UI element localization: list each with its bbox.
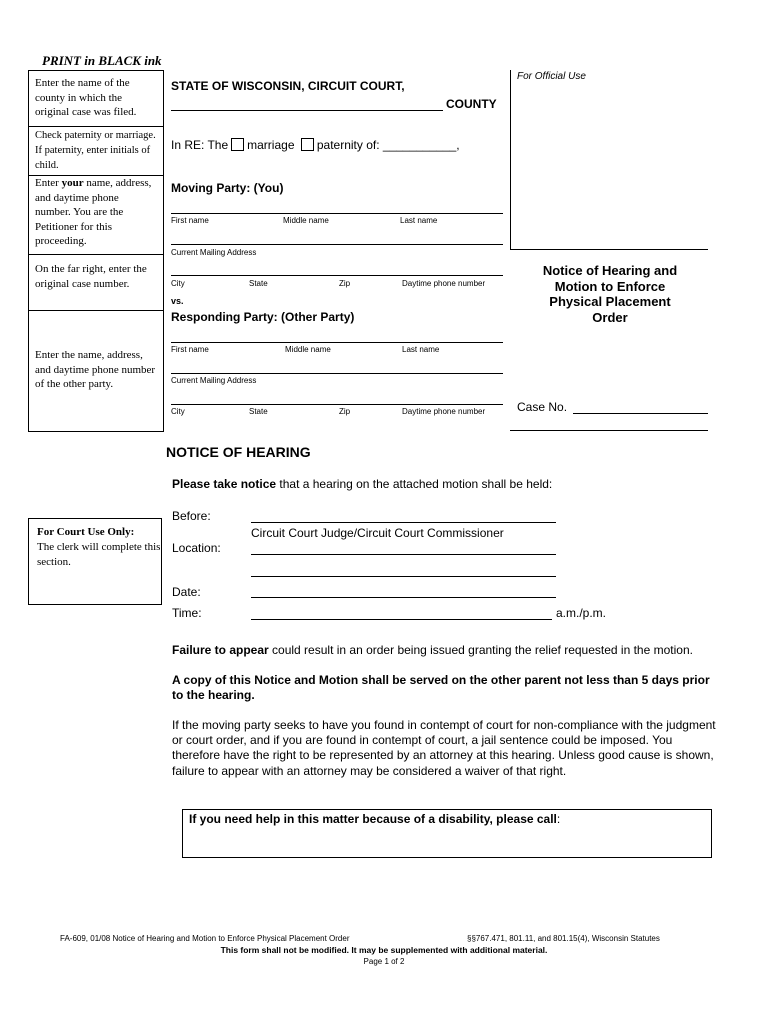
paternity-checkbox[interactable]: [301, 138, 314, 151]
official-use-border: [510, 70, 511, 249]
copy-service-notice: A copy of this Notice and Motion shall be served on the other parent not less than 5 days prior to the hearing.: [172, 673, 710, 702]
before-label: Before:: [172, 509, 211, 523]
location-input-1[interactable]: [251, 554, 556, 555]
moving-party-heading: Moving Party: (You): [171, 181, 284, 195]
date-label: Date:: [172, 585, 201, 599]
moving-name-line[interactable]: [171, 213, 503, 214]
responding-phone-label: Daytime phone number: [402, 407, 486, 416]
county-label: COUNTY: [446, 97, 497, 111]
case-number-input[interactable]: [573, 413, 708, 414]
moving-state-label: State: [249, 279, 268, 288]
moving-address-line[interactable]: [171, 244, 503, 245]
official-use-label: For Official Use: [517, 71, 586, 82]
responding-last-name-label: Last name: [402, 345, 440, 354]
versus-label: vs.: [171, 296, 184, 306]
moving-city-line[interactable]: [171, 275, 503, 276]
case-number-label: Case No.: [517, 400, 568, 414]
disability-text: If you need help in this matter because of a disability, please call:: [189, 812, 561, 826]
time-input[interactable]: [251, 619, 552, 620]
responding-zip-label: Zip: [339, 407, 351, 416]
before-value: Circuit Court Judge/Circuit Court Commissioner: [251, 526, 504, 540]
other-party-instruction: Enter the name, address, and daytime phone number of the other party.: [35, 349, 156, 391]
please-take-notice: Please take notice that a hearing on the attached motion shall be held:: [172, 477, 553, 491]
page-number: Page 1 of 2: [363, 957, 405, 966]
moving-last-name-label: Last name: [400, 216, 438, 225]
form-id: FA-609, 01/08 Notice of Hearing and Motion to Enforce Physical Placement Order: [60, 934, 350, 943]
responding-party-heading: Responding Party: (Other Party): [171, 310, 355, 324]
moving-middle-name-label: Middle name: [283, 216, 329, 225]
location-label: Location:: [172, 541, 221, 555]
moving-address-label: Current Mailing Address: [171, 248, 257, 257]
location-input-2[interactable]: [251, 576, 556, 577]
child-initials-field[interactable]: ___________,: [382, 138, 460, 152]
print-instruction: PRINT in BLACK ink: [42, 53, 162, 68]
responding-state-label: State: [249, 407, 268, 416]
moving-phone-label: Daytime phone number: [402, 279, 486, 288]
court-heading: STATE OF WISCONSIN, CIRCUIT COURT,: [171, 79, 405, 93]
paternity-instruction: Check paternity or marriage. If paternity, enter initials of child.: [35, 130, 156, 171]
moving-city-label: City: [171, 279, 185, 288]
time-label: Time:: [172, 606, 202, 620]
statutes: §§767.471, 801.11, and 801.15(4), Wisconsin Statutes: [467, 934, 660, 943]
before-input[interactable]: [251, 522, 556, 523]
responding-city-line[interactable]: [171, 404, 503, 405]
notice-heading: NOTICE OF HEARING: [166, 444, 311, 460]
responding-address-line[interactable]: [171, 373, 503, 374]
responding-city-label: City: [171, 407, 185, 416]
responding-address-label: Current Mailing Address: [171, 376, 257, 385]
marriage-checkbox[interactable]: [231, 138, 244, 151]
contempt-paragraph: If the moving party seeks to have you found in contempt of court for non-compliance with the judgment or court order, and if you are found in contempt of court, a jail sentence could be imposed. You therefore have the right to be represented by an attorney at this hearing. Unless good cause is shown, failure to appear with an attorney may be considered a waiver of that right.: [172, 718, 716, 778]
moving-first-name-label: First name: [171, 216, 209, 225]
moving-zip-label: Zip: [339, 279, 351, 288]
moving-party-instruction: Enter your name, address, and daytime phone number. You are the Petitioner for this proceeding.: [35, 177, 152, 248]
am-pm-label: a.m./p.m.: [556, 606, 607, 620]
county-instruction: Enter the name of the county in which the original case was filed.: [35, 77, 137, 119]
disability-box[interactable]: [182, 809, 712, 858]
county-input-line[interactable]: [171, 110, 443, 111]
modification-warning: This form shall not be modified. It may be supplemented with additional material.: [220, 945, 548, 955]
responding-name-line[interactable]: [171, 342, 503, 343]
failure-to-appear: Failure to appear could result in an order being issued granting the relief requested in the motion.: [172, 643, 693, 657]
case-number-instruction: On the far right, enter the original case number.: [35, 263, 147, 290]
responding-first-name-label: First name: [171, 345, 209, 354]
date-input[interactable]: [251, 597, 556, 598]
in-re-line: In RE: The marriage paternity of: ___________,: [171, 138, 460, 152]
responding-middle-name-label: Middle name: [285, 345, 331, 354]
form-title: Notice of Hearing and Motion to Enforce Physical Placement Order: [542, 263, 678, 325]
court-use-box: For Court Use Only: The clerk will complete this section.: [28, 518, 162, 605]
